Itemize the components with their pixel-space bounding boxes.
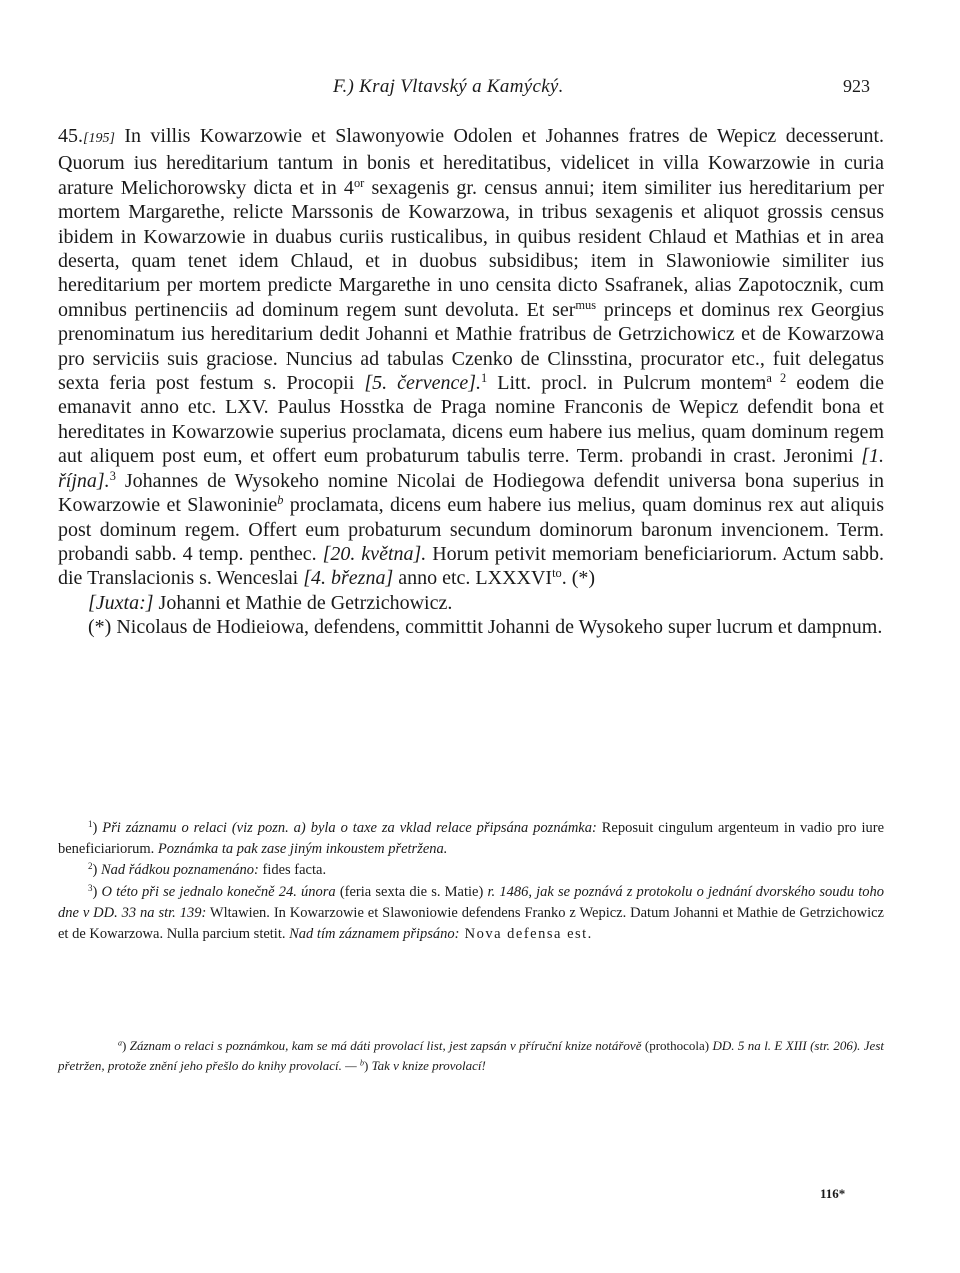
page-number: 923: [843, 76, 870, 96]
footnotes: [58, 818, 884, 945]
editorial-date: [20. května].: [322, 542, 427, 565]
editorial-date: [5. července].: [364, 372, 482, 395]
entry-text: In villis Kowarzowie et Slawonyowie Odolen et Johannes fratres de Wepicz decesserunt. Quorum ius hereditarium tantum in bonis et hereditatibus, videlicet in villa Kowarzowie in curia arature Melichorowsky dicta et in 4: [58, 125, 885, 199]
entry-text: sexagenis gr. census annui; item similiter ius hereditarium per mortem Margarethe, relicte Marssonis de Kowarzowa, in tribus sexagenis et aliquot grossis census ibidem in Kowarzowie in duabus curiis rusticalibus, in quibus resident Chlaud et Mathias et in area deserta, quam tenet idem Chlaud, et in duobus subsidibus; item in Slawoniowie similiter ius hereditarium per mortem predicte Margarethe in uno censita dicto Ssafranek, alias Zapotocznik, cum omnibus pertinenciis ad dominum regem sunt devoluta. Et ser: [58, 176, 884, 321]
footnote-text: fides facta.: [258, 862, 327, 879]
critical-notes: [58, 1036, 884, 1076]
footnote-marker: 3: [88, 883, 93, 894]
superscript: or: [353, 176, 365, 190]
asterisk-note: (*) Nicolaus de Hodieiowa, defendens, committit Johanni de Wysokeho super lucrum et dampnum.: [88, 616, 883, 639]
footnote-italic: Nad řádkou poznamenáno:: [100, 862, 259, 879]
entry-ref: [195]: [83, 131, 115, 146]
footnote-italic: r. 1486, jak se poznává z protokolu o jednání dvorského soudu toho dne v DD. 33 na str. 139:: [58, 884, 884, 921]
footnote-italic: O této při se jednalo konečně 24. února: [101, 884, 336, 901]
superscript: to: [552, 566, 562, 581]
entry-number: 45.: [58, 125, 83, 147]
footnote-text: Nova defensa est.: [459, 925, 593, 942]
note-text: (prothocola): [641, 1038, 713, 1053]
footnote-ref: b: [277, 493, 284, 508]
running-title: F.) Kraj Vltavský a Kamýcký.: [333, 76, 564, 97]
footnote-2: $^2$) Nad řádkou poznamenáno: fides facta.: [88, 861, 327, 879]
footnote-ref: 3: [109, 468, 116, 483]
footnote-text: (feria sexta die s. Matie): [335, 884, 488, 901]
entry-text: . (*): [561, 567, 596, 590]
juxta-paragraph: [58, 591, 884, 615]
entry-text: anno etc. LXXXVI: [393, 567, 553, 590]
main-text: [58, 124, 884, 640]
footnote-marker: 1: [88, 819, 93, 830]
footnote-italic: Při záznamu o relaci (viz pozn. a) byla o taxe za vklad relace připsána poznámka:: [102, 820, 597, 836]
entry-text: Litt. procl. in Pulcrum montem: [487, 372, 767, 395]
footnote-text: Reposuit cingulum argenteum in vadio pro iure beneficiariorum.: [58, 820, 884, 857]
note-marker: a: [118, 1038, 123, 1048]
juxta-text: Johanni et Mathie de Getrzichowicz.: [153, 591, 453, 614]
page-header: [0, 76, 960, 100]
note-marker: b: [359, 1058, 365, 1068]
critical-note: $^a$) Záznam o relaci s poznámkou, kam se má dáti provolací list, jest zapsán v příruční knize notářově (prothocola) DD. 5 na l. E XIII (str. 206). Jest přetržen, protože znění jeho přešlo do knihy provolací. — $^b$) Tak v knize provolací!: [58, 1038, 884, 1073]
note-italic: Tak v knize provolací!: [371, 1058, 486, 1073]
editorial-label: [Juxta:]: [88, 591, 154, 614]
superscript: mus: [575, 298, 597, 313]
entry-text: princeps et dominus rex Georgius prenominatum ius hereditarium dedit Johanni et Mathie fratribus de Getrzichowicz et de Kowarzowa pro serviciis suis graciose. Nuncius ad tabulas Czenko de Clinsstina, procurator etc., fuit delegatus sexta feria post festum s. Procopii: [58, 298, 884, 395]
entry-text: Johannes de Wysokeho nomine Nicolai de Hodiegowa defendit universa bona superius in Kowarzowie et Slawoninie: [58, 469, 884, 517]
footnote-1: $^1$) Při záznamu o relaci (viz pozn. a) byla o taxe za vklad relace připsána poznámka: Reposuit cingulum argenteum in vadio pro iure beneficiariorum. Poznámka ta pak zase jiným inkoustem přetržena.: [58, 819, 884, 857]
note-italic: DD. 5 na l. E XIII (str. 206). Jest přetržen, protože znění jeho přešlo do knihy provolací. —: [58, 1038, 884, 1073]
note-italic: Záznam o relaci s poznámkou, kam se má dáti provolací list, jest zapsán v příruční knize notářově: [129, 1038, 642, 1053]
entry-text: eodem die emanavit anno etc. LXV. Paulus Hosstka de Praga nomine Franconis de Wepicz defendit bona et hereditates in Kowarzowie superius proclamata, dicens eum habere ius melius, quam dominum regem aut aliquem post eum, et offert eum probaturum tabulis terre. Term. probandi in crast. Jeronimi: [58, 372, 884, 468]
footnote-ref: 1: [481, 371, 488, 386]
footnote-italic: Nad tím záznamem připsáno:: [289, 925, 460, 942]
editorial-date: [4. března]: [303, 567, 394, 590]
footnote-ref: a 2: [766, 371, 787, 386]
entry-paragraph: [58, 124, 884, 591]
footnote-italic: Poznámka ta pak zase jiným inkoustem přetržena.: [157, 840, 448, 857]
footnote-text: Wltawien. In Kowarzowie et Slawoniowie defendens Franko z Wepicz. Datum Johanni et Mathie de Getrzichowicz et de Kowarzowa. Nulla parcium stetit.: [58, 904, 884, 942]
editorial-date: [1. října].: [58, 445, 884, 492]
entry-text: proclamata, dicens eum habere ius melius, quam dominus rex aut aliquis post dominum regem. Offert eum probaturum secundum dominorum baronum invencionem. Term. probandi sabb. 4 temp. penthec.: [58, 494, 884, 565]
entry-text: Horum petivit memoriam beneficiariorum. Actum sabb. die Translacionis s. Wenceslai: [58, 542, 884, 590]
printer-signature: 116*: [820, 1186, 846, 1201]
footnote-marker: 2: [88, 861, 93, 872]
footnote-3: $^3$) O této při se jednalo konečně 24. února (feria sexta die s. Matie) r. 1486, jak se poznává z protokolu o jednání dvorského soudu toho dne v DD. 33 na str. 139: Wltawien. In Kowarzowie et Slawoniowie defendens Franko z Wepicz. Datum Johanni et Mathie de Getrzichowicz et de Kowarzowa. Nulla parcium stetit. Nad tím záznamem připsáno: Nova defensa est.: [58, 883, 884, 942]
